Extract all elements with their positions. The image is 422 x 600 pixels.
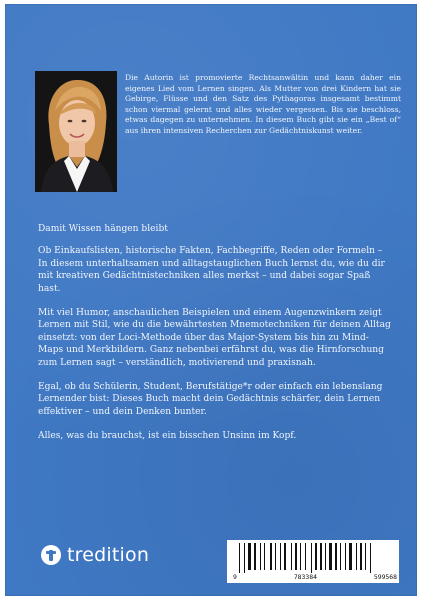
publisher-logo <box>41 542 149 568</box>
barcode-lead-digit: 9 <box>233 573 237 581</box>
barcode-bar <box>264 543 265 570</box>
publisher-name: tredition <box>67 544 150 566</box>
barcode-bar <box>244 543 245 573</box>
barcode-bar <box>356 543 357 570</box>
barcode-bars <box>235 543 393 573</box>
back-cover <box>5 4 417 596</box>
blurb-paragraph: Ob Einkaufslisten, historische Fakten, Fachbegriffe, Reden oder Formeln – In diesem unterhaltsamen und alltagstauglichen Buch lernst du, wie du dir mit kreativen Gedächtnistechniken alles merkst – und dabei sogar Spaß hast. <box>38 246 385 294</box>
barcode-bar <box>349 543 352 570</box>
barcode-bar <box>254 543 256 570</box>
blurb-title: Damit Wissen hängen bleibt <box>38 224 168 234</box>
barcode-bar <box>365 543 366 570</box>
barcode-bar <box>370 543 371 573</box>
barcode-bar <box>329 543 332 570</box>
book-blurb <box>38 223 393 455</box>
author-photo <box>35 71 117 192</box>
barcode-bar <box>320 543 322 570</box>
barcode-bar <box>335 543 337 570</box>
barcode-bar <box>340 543 341 570</box>
barcode-bar <box>315 543 317 570</box>
barcode-digits <box>233 573 397 581</box>
barcode-bar <box>280 543 281 570</box>
barcode-bar <box>275 543 276 570</box>
barcode-bar <box>345 543 346 570</box>
blurb-paragraph: Alles, was du brauchst, ist ein bisschen Unsinn im Kopf. <box>38 431 297 442</box>
barcode-bar <box>270 543 272 570</box>
barcode-group-2: 599568 <box>373 573 397 581</box>
author-bio: Die Autorin ist promovierte Rechtsanwältin und kann daher ein eigenes Lied vom Lernen singen. Als Mutter von drei Kindern hat sie Gebirge, Flüsse und den Satz des Pythagoras insgesamt bestimmt schon viermal gelernt und alles wieder vergessen. Bis sie beschloss, etwas dagegen zu unternehmen. In diesem Buch gibt sie ein „Best of“ aus ihren intensiven Recherchen zur Gedächtniskunst weiter. <box>125 73 401 135</box>
blurb-paragraph: Mit viel Humor, anschaulichen Beispielen und einem Augenzwinkern zeigt Lernen mit Stil, wie du die bewährtesten Mnemotechniken für deinen Alltag einsetzt: von der Loci-Methode über das Major-System bis hin zu Mind-Maps und Merkbildern. Ganz nebenbei erfährst du, was die Hirnforschung zum Lernen sagt – verständlich, motivierend und praxisnah. <box>38 308 391 368</box>
barcode-bar <box>300 543 301 570</box>
barcode-bar <box>325 543 326 570</box>
blurb-paragraph: Egal, ob du Schülerin, Student, Berufstätige*r oder einfach ein lebenslang Lernender bist: Dieses Buch macht dein Gedächtnis schärfer, dein Lernen effektiver – und dein Denken bunter. <box>38 382 383 417</box>
barcode-bar <box>295 543 297 570</box>
barcode-group-1: 783384 <box>293 573 317 581</box>
barcode-bar <box>239 543 240 573</box>
publisher-logo-icon <box>41 545 61 565</box>
barcode-bar <box>248 543 251 570</box>
barcode-bar <box>291 543 292 570</box>
barcode-bar <box>284 543 286 570</box>
barcode-bar <box>311 543 312 573</box>
barcode-bar <box>260 543 261 570</box>
barcode-bar <box>305 543 306 570</box>
isbn-barcode <box>227 540 399 583</box>
barcode-bar <box>360 543 362 570</box>
author-portrait-image <box>35 71 117 192</box>
